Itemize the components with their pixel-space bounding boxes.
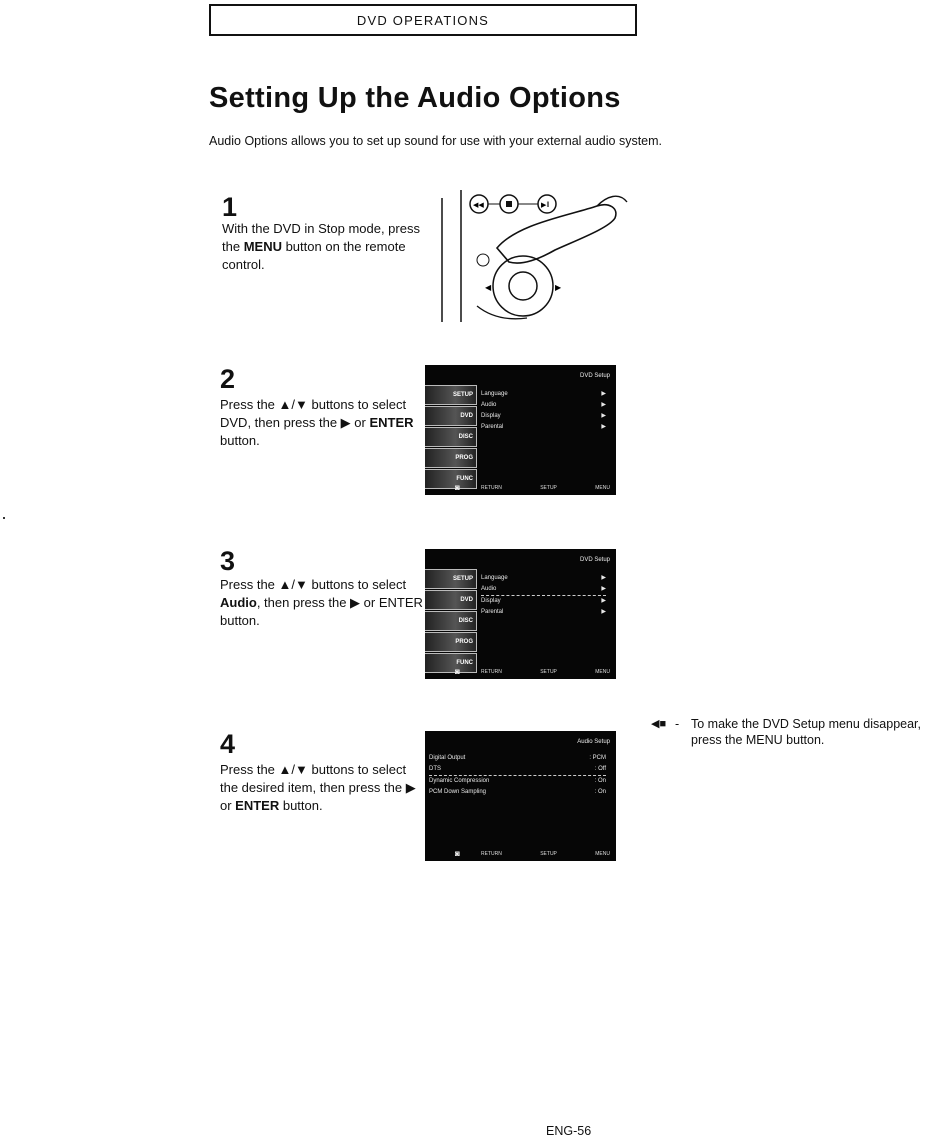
step-1-number: 1: [222, 192, 238, 222]
step-3-number: 3: [220, 546, 236, 576]
side-menu: [425, 385, 477, 490]
menu-row: [481, 389, 606, 400]
note-dash: -: [675, 717, 680, 731]
footer-menu: MENU: [595, 851, 610, 857]
menu-row: [429, 776, 606, 787]
menu-row: [481, 607, 606, 618]
disc-icon: ◙: [455, 667, 460, 676]
step-4-text-a: Press the ▲/▼ buttons to select the desired item, then press the ▶ or: [220, 762, 416, 813]
side-item: DISC: [425, 427, 477, 447]
side-item: DVD: [425, 590, 477, 610]
menu-row: [481, 422, 606, 433]
footer-setup: SETUP: [540, 851, 557, 857]
menu-row-value: ▶: [601, 586, 606, 592]
menu-row-label: Digital Output: [429, 755, 466, 761]
audio-setup-screen-step4: [425, 731, 616, 861]
menu-row-value: : Off: [594, 766, 606, 772]
screen-title: DVD Setup: [579, 557, 610, 563]
stray-mark: [3, 517, 5, 519]
screen-footer: [481, 485, 610, 491]
footer-return: RETURN: [481, 669, 502, 675]
side-item: DISC: [425, 611, 477, 631]
menu-row-value: : On: [594, 789, 606, 795]
footer-return: RETURN: [481, 485, 502, 491]
side-item: SETUP: [425, 385, 477, 405]
menu-row: [481, 400, 606, 411]
step-1-text-a: With the DVD in Stop mode, press the: [222, 221, 420, 254]
page-number: ENG-56: [546, 1124, 592, 1138]
svg-text:▶‖: ▶‖: [541, 202, 550, 209]
side-item: PROG: [425, 448, 477, 468]
menu-list: [429, 753, 606, 798]
step-1-text-b: MENU: [243, 239, 282, 254]
page-title: Setting Up the Audio Options: [209, 82, 621, 114]
dvd-setup-screen-step2: [425, 365, 616, 495]
footer-menu: MENU: [595, 669, 610, 675]
step-4-number: 4: [220, 729, 236, 759]
step-3-text: [220, 576, 425, 630]
step-2-text-b: ENTER: [369, 415, 414, 430]
menu-row-label: Parental: [481, 424, 504, 430]
menu-row-label: Language: [481, 391, 508, 397]
step-4-text-c: button.: [279, 798, 323, 813]
menu-row-label: Language: [481, 575, 508, 581]
step-2-text: [220, 396, 425, 450]
step-3-text-c: , then press the ▶ or ENTER button.: [220, 595, 423, 628]
menu-row: [481, 596, 606, 607]
menu-row-value: ▶: [601, 575, 606, 581]
note-text: To make the DVD Setup menu disappear, press the MENU button.: [691, 717, 921, 747]
menu-row-label: Display: [481, 598, 501, 604]
disc-icon: ◙: [455, 483, 460, 492]
tip-note: [651, 716, 928, 748]
step-2-text-c: button.: [220, 433, 260, 448]
screen-footer: [481, 669, 610, 675]
menu-row: [429, 787, 606, 798]
intro-text: Audio Options allows you to set up sound for use with your external audio system.: [209, 134, 663, 148]
step-1-text: [222, 220, 427, 274]
menu-row-highlighted: [481, 584, 606, 596]
footer-return: RETURN: [481, 851, 502, 857]
screen-title: Audio Setup: [577, 739, 610, 745]
menu-row: [429, 753, 606, 764]
menu-row-value: : On: [594, 778, 606, 784]
svg-text:◀: ◀: [485, 283, 492, 292]
menu-row: [481, 411, 606, 422]
menu-row-value: ▶: [601, 413, 606, 419]
footer-setup: SETUP: [540, 669, 557, 675]
section-header-label: DVD OPERATIONS: [356, 12, 490, 28]
menu-row-label: Display: [481, 413, 501, 419]
menu-row-highlighted: [429, 764, 606, 776]
menu-row-value: : PCM: [589, 755, 606, 761]
menu-row-label: Audio: [481, 586, 497, 592]
menu-list: [481, 573, 606, 618]
svg-text:◀◀: ◀◀: [473, 202, 484, 209]
side-item: SETUP: [425, 569, 477, 589]
step-4-text: [220, 761, 425, 815]
menu-row-value: ▶: [601, 424, 606, 430]
screen-footer: [481, 851, 610, 857]
side-item: FUNC: [425, 469, 477, 489]
disc-icon: ◙: [455, 849, 460, 858]
remote-control-illustration: [437, 188, 637, 322]
step-2-number: 2: [220, 364, 236, 394]
svg-text:▶: ▶: [555, 283, 562, 292]
footer-setup: SETUP: [540, 485, 557, 491]
menu-row-label: Dynamic Compression: [429, 778, 490, 784]
dvd-setup-screen-step3: [425, 549, 616, 679]
step-1-text-c: button on the remote control.: [222, 239, 406, 272]
section-header: [209, 4, 637, 36]
menu-row-value: ▶: [601, 598, 606, 604]
menu-row-value: ▶: [601, 609, 606, 615]
menu-row-label: Audio: [481, 402, 497, 408]
step-2-text-a: Press the ▲/▼ buttons to select DVD, then press the ▶ or: [220, 397, 407, 430]
menu-row-label: PCM Down Sampling: [429, 789, 487, 795]
side-item: DVD: [425, 406, 477, 426]
side-item: PROG: [425, 632, 477, 652]
pointer-arrow-icon: ◀■: [651, 718, 667, 730]
side-item: FUNC: [425, 653, 477, 673]
step-3-text-b: Audio: [220, 595, 257, 610]
step-3-text-a: Press the ▲/▼ buttons to select: [220, 577, 407, 592]
screen-title: DVD Setup: [579, 373, 610, 379]
side-menu: [425, 569, 477, 674]
step-4-text-b: ENTER: [235, 798, 280, 813]
menu-row: [481, 573, 606, 584]
menu-row-label: Parental: [481, 609, 504, 615]
menu-list: [481, 389, 606, 433]
menu-row-value: ▶: [601, 391, 606, 397]
menu-row-label: DTS: [429, 766, 441, 772]
footer-menu: MENU: [595, 485, 610, 491]
menu-row-value: ▶: [601, 402, 606, 408]
